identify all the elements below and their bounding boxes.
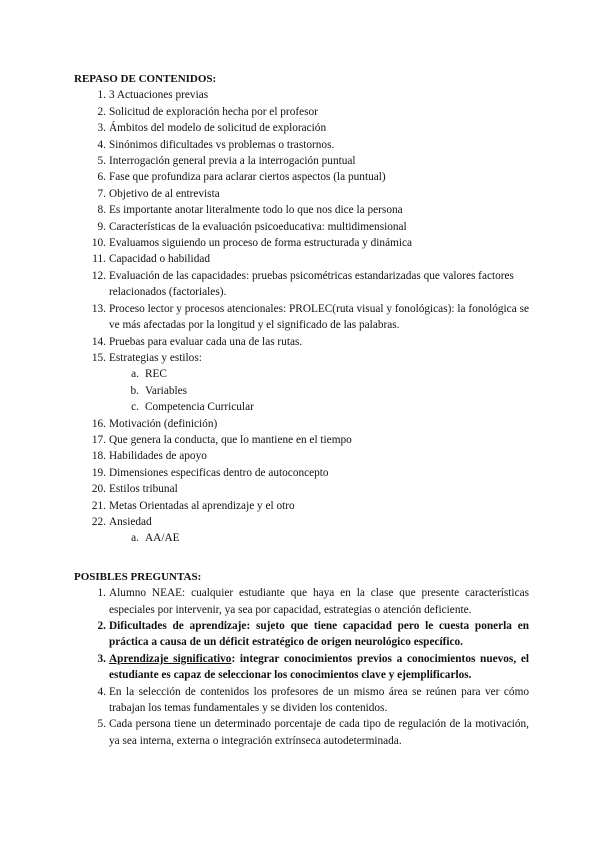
- list-item: 7. Objetivo de al entrevista: [97, 187, 220, 200]
- list-item: 13. Proceso lector y procesos atencionales: PROLEC(ruta visual y fonológicas): la fonológica se ve más afectadas por la longitud y el significado de las palabras.: [91, 302, 529, 332]
- list-item: 18. Habilidades de apoyo: [91, 450, 207, 463]
- list-item: 1. 3 Actuaciones previas: [97, 89, 209, 102]
- list-item: 6. Fase que profundiza para aclarar ciertos aspectos (la puntual): [97, 171, 386, 184]
- list-item: 9. Características de la evaluación psicoeducativa: multidimensional: [97, 220, 407, 233]
- list-item: 3. Aprendizaje significativo: integrar conocimientos previos a conocimientos nuevos, el estudiante es capaz de seleccionar los conocimientos clave y ejemplificarlos.: [97, 652, 529, 682]
- list-repaso-contenidos: [74, 87, 529, 546]
- section-heading-preguntas: POSIBLES PREGUNTAS:: [74, 570, 202, 583]
- document-content: [74, 71, 529, 749]
- list-item: 1. Alumno NEAE: cualquier estudiante que haya en la clase que presente características especiales por intervenir, ya sea por capacidad, estrategias o atención deficiente.: [97, 587, 529, 616]
- key-term: Aprendizaje significativo: [109, 652, 232, 665]
- list-item: 12. Evaluación de las capacidades: pruebas psicométricas estandarizadas que valores factores relacionados (factoriales).: [91, 269, 514, 299]
- list-posibles-preguntas: [74, 585, 529, 749]
- list-item: 10. Evaluamos siguiendo un proceso de forma estructurada y dinámica: [91, 237, 413, 250]
- list-item: 17. Que genera la conducta, que lo mantiene en el tiempo: [91, 433, 352, 446]
- list-item: 22. Ansiedad: [91, 515, 152, 528]
- list-item: 14. Pruebas para evaluar cada una de las rutas.: [91, 335, 303, 348]
- sub-list-item: c. Competencia Curricular: [131, 401, 254, 414]
- list-item: 15. Estrategias y estilos:: [91, 351, 202, 364]
- list-item: 8. Es importante anotar literalmente todo lo que nos dice la persona: [97, 204, 403, 217]
- list-item: 21. Metas Orientadas al aprendizaje y el otro: [91, 499, 295, 512]
- section-heading-repaso: REPASO DE CONTENIDOS:: [74, 73, 217, 85]
- list-item: 5. Cada persona tiene un determinado porcentaje de cada tipo de regulación de la motivación, ya sea interna, externa o integración extrínseca autodeterminada.: [97, 718, 529, 747]
- list-item: 5. Interrogación general previa a la interrogación puntual: [97, 155, 356, 168]
- list-item: 20. Estilos tribunal: [91, 483, 178, 496]
- sub-list-item: a. AA/AE: [131, 532, 180, 545]
- list-item: 11. Capacidad o habilidad: [92, 253, 211, 266]
- sub-list-item: a. REC: [131, 368, 167, 381]
- list-item: 2. Solicitud de exploración hecha por el profesor: [97, 105, 318, 118]
- list-item: 4. Sinónimos dificultades vs problemas o trastornos.: [97, 138, 335, 151]
- list-item: 16. Motivación (definición): [91, 417, 218, 430]
- list-item: 4. En la selección de contenidos los profesores de un mismo área se reúnen para ver cómo trabajan los temas fundamentales y se dividen los contenidos.: [97, 685, 529, 715]
- list-item: 2. Dificultades de aprendizaje: sujeto que tiene capacidad pero le cuesta ponerla en práctica a causa de un déficit estratégico de origen neurológico específico.: [97, 620, 529, 649]
- sub-list-item: b. Variables: [130, 384, 188, 397]
- list-item: 3. Ámbitos del modelo de solicitud de exploración: [97, 122, 327, 135]
- list-item: 19. Dimensiones especificas dentro de autoconcepto: [91, 466, 329, 479]
